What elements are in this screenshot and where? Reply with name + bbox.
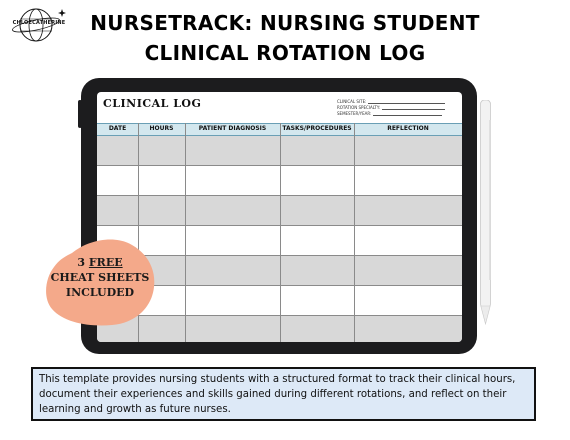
semester-year-field[interactable]: SEMESTER/YEAR: — [337, 110, 445, 116]
stylus-pencil — [480, 100, 491, 325]
page-title-line1: NURSETRACK: NURSING STUDENT — [90, 11, 480, 35]
column-header-date: DATE — [108, 125, 127, 132]
rotation-specialty-field[interactable]: ROTATION SPECIALTY: — [337, 104, 445, 110]
column-header-tasks: TASKS/PROCEDURES — [282, 125, 352, 132]
column-divider — [185, 123, 186, 342]
clinical-site-field[interactable]: CLINICAL SITE: — [337, 98, 445, 104]
column-divider — [280, 123, 281, 342]
brand-logo — [6, 5, 72, 45]
column-header-diagnosis: PATIENT DIAGNOSIS — [198, 125, 267, 132]
log-title: CLINICAL LOG — [103, 97, 202, 110]
column-divider — [354, 123, 355, 342]
log-meta-fields — [337, 98, 445, 116]
page-title-line2: CLINICAL ROTATION LOG — [144, 41, 426, 65]
column-header-reflection: REFLECTION — [387, 125, 429, 132]
logo-text: CHLOECATHERINE — [12, 20, 66, 26]
column-header-hours: HOURS — [149, 125, 174, 132]
product-description: This template provides nursing students with a structured format to track their clinical hours, document their experiences and skills gained during different rotations, and reflect on their learning and growth as future nurses. — [31, 367, 536, 421]
badge-text: 3 FREE CHEAT SHEETS INCLUDED — [50, 256, 150, 299]
